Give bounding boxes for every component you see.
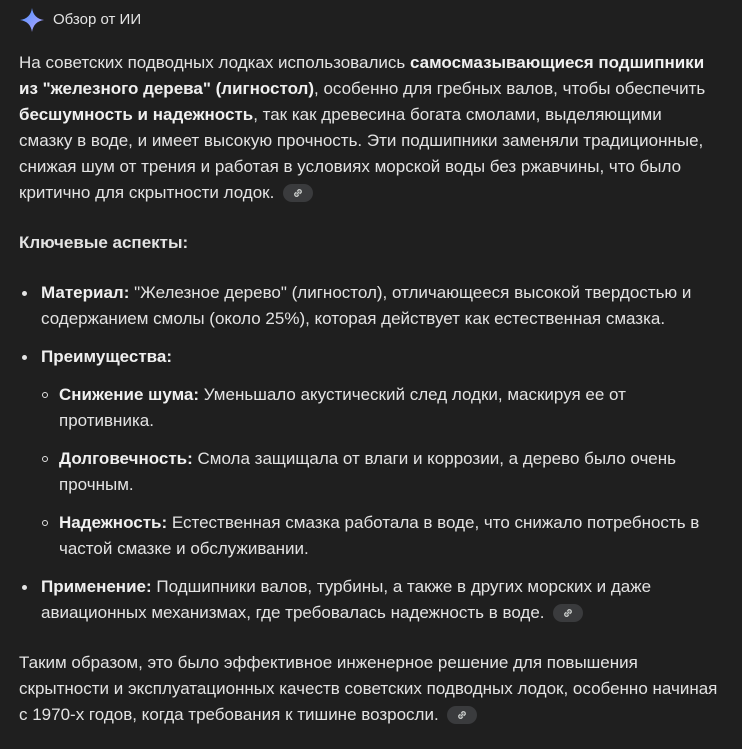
sub-item-reliability	[41, 510, 719, 562]
source-link-button[interactable]	[447, 706, 477, 724]
intro-bold-2: бесшумность и надежность	[19, 105, 254, 124]
intro-text-2: , особенно для гребных валов, чтобы обеспечить	[314, 79, 706, 98]
intro-paragraph	[19, 50, 719, 206]
link-icon	[455, 708, 469, 722]
list-item-material	[19, 280, 719, 332]
source-link-button[interactable]	[283, 184, 313, 202]
reliability-label: Надежность:	[59, 513, 168, 532]
noise-label: Снижение шума:	[59, 385, 200, 404]
sparkle-icon	[19, 7, 45, 33]
key-aspects-list	[19, 280, 719, 626]
link-icon	[561, 606, 575, 620]
intro-text-1: На советских подводных лодках использовались	[19, 53, 410, 72]
durability-label: Долговечность:	[59, 449, 193, 468]
noise-text: Уменьшало акустический след лодки, маскируя ее от противника.	[59, 385, 626, 430]
section-heading: Ключевые аспекты:	[19, 233, 189, 252]
conclusion-text: Таким образом, это было эффективное инженерное решение для повышения скрытности и эксплуатационных качеств советских подводных лодок, особенно начиная с 1970-х годов, когда требования к тишине возросли.	[19, 653, 718, 724]
usage-text: Подшипники валов, турбины, а также в других морских и даже авиационных механизмах, где требовалась надежность в воде.	[41, 577, 652, 622]
usage-label: Применение:	[41, 577, 152, 596]
reliability-text: Естественная смазка работала в воде, что снижало потребность в частой смазке и обслуживании.	[59, 513, 700, 558]
ai-overview-header	[19, 7, 141, 33]
conclusion-paragraph	[19, 650, 719, 728]
link-icon	[291, 186, 305, 200]
sub-item-noise	[41, 382, 719, 434]
list-item-advantages	[19, 344, 719, 562]
ai-overview-title: Обзор от ИИ	[53, 11, 142, 28]
material-text: "Железное дерево" (лигностол), отличающееся высокой твердостью и содержанием смолы (около 25%), которая действует как естественная смазка.	[41, 283, 692, 328]
sub-item-durability	[41, 446, 719, 498]
source-link-button[interactable]	[553, 604, 583, 622]
advantages-label: Преимущества:	[41, 347, 173, 366]
list-item-usage	[19, 574, 719, 626]
material-label: Материал:	[41, 283, 130, 302]
advantages-sublist	[41, 382, 719, 562]
durability-text: Смола защищала от влаги и коррозии, а дерево было очень прочным.	[59, 449, 677, 494]
ai-overview-content	[19, 50, 719, 728]
intro-bold-1: самосмазывающиеся подшипники из "железного дерева" (лигностол)	[19, 53, 705, 98]
intro-text-3: , так как древесина богата смолами, выделяющими смазку в воде, и имеет высокую прочность. Эти подшипники заменяли традиционные, снижая шум от трения и работая в условиях морской воды без ржавчины, что было критично для скрытности лодок.	[19, 105, 704, 202]
